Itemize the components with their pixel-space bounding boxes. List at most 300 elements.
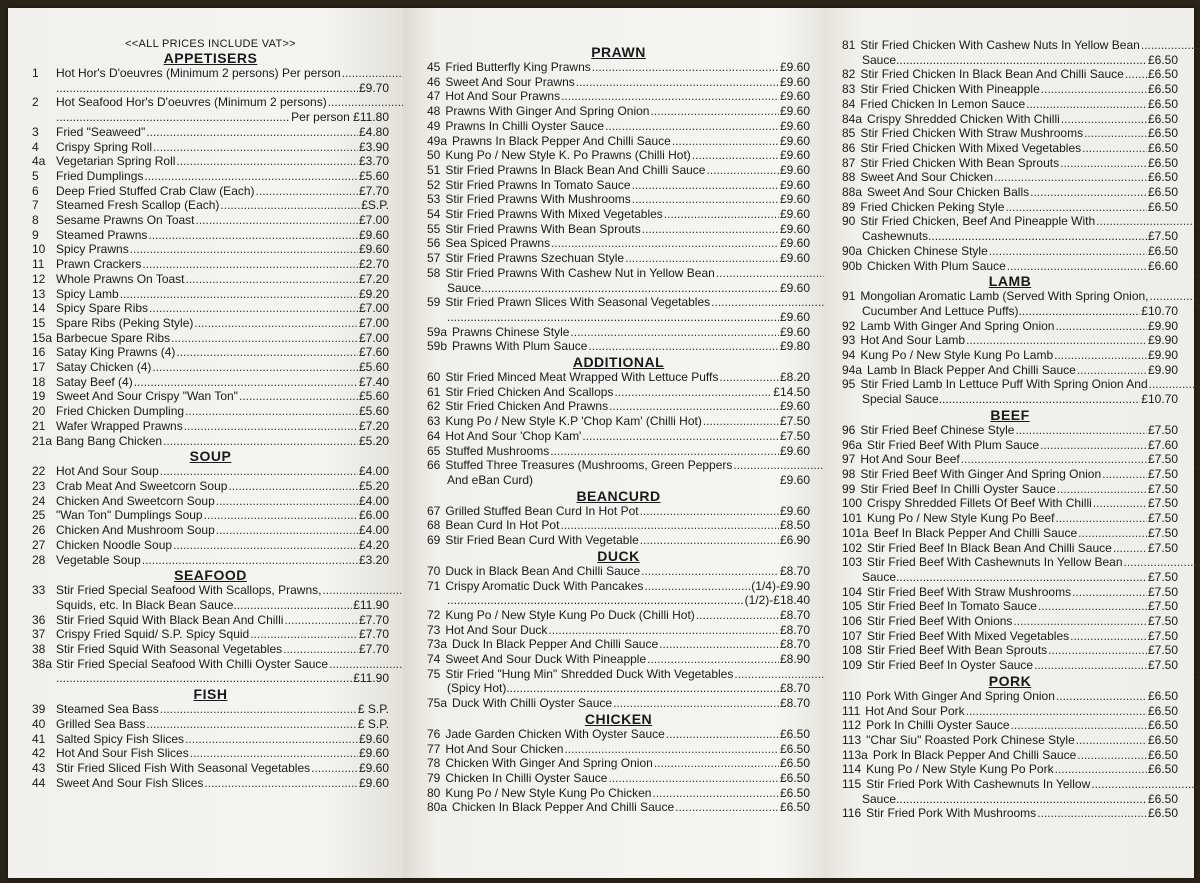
item-number: 24 — [32, 493, 46, 508]
menu-item — [842, 629, 1178, 644]
menu-item — [32, 389, 389, 404]
menu-item — [427, 727, 810, 742]
menu-item — [32, 184, 389, 199]
item-price: £3.90 — [358, 139, 389, 154]
item-name: Stir Fried Chicken With Bean Sprouts ..... — [860, 156, 1147, 171]
item-name: Sweet And Sour Chicken ..... — [860, 170, 1147, 185]
item-name: Jade Garden Chicken With Oyster Sauce ..... — [445, 727, 779, 742]
item-name: Wafer Wrapped Prawns ..... — [56, 419, 358, 434]
item-price: £9.70 — [358, 80, 389, 95]
item-name: Kung Po / New Style K. Po Prawns (Chilli Hot) ..... — [445, 148, 779, 163]
menu-item — [32, 257, 389, 272]
menu-item — [427, 163, 810, 178]
beef-list — [842, 423, 1178, 555]
menu-item — [842, 733, 1178, 748]
item-price: £6.50 — [1147, 155, 1178, 170]
item-number: 38a — [32, 656, 53, 671]
item-price: £6.50 — [779, 785, 810, 800]
item-name: Vegetable Soup ..... — [56, 553, 358, 568]
item-name: Stir Fried Chicken And Prawns ..... — [445, 399, 779, 414]
item-name: Vegetarian Spring Roll ..... — [56, 154, 358, 169]
item-price: £6.50 — [1147, 762, 1178, 777]
item-name: Crispy Shredded Chicken With Chilli ..... — [867, 112, 1147, 127]
item-name: Fried "Seaweed" ..... — [56, 125, 358, 140]
item-number: 53 — [427, 192, 441, 207]
section-heading-additional: ADDITIONAL — [572, 354, 665, 371]
item-name: Salted Spicy Fish Slices ..... — [56, 732, 358, 747]
menu-item — [427, 385, 810, 400]
item-number: 42 — [32, 746, 46, 761]
item-number: 44 — [32, 775, 46, 790]
menu-item — [32, 434, 389, 449]
item-number: 7 — [32, 198, 39, 213]
menu-item — [32, 404, 389, 419]
item-name: Kung Po / New Style K.P 'Chop Kam' (Chilli Hot) ..... — [445, 414, 779, 429]
item-price: £7.00 — [358, 315, 389, 330]
menu-item — [32, 242, 389, 257]
item-number: 50 — [427, 148, 441, 163]
item-name: Grilled Stuffed Bean Curd In Hot Pot ..... — [445, 504, 779, 519]
section-heading-chicken: CHICKEN — [584, 710, 653, 727]
menu-item — [427, 119, 810, 134]
item-number: 71 — [427, 578, 441, 593]
item-number: 106 — [842, 614, 863, 629]
item-price: £7.70 — [358, 627, 389, 642]
item-name: Stir Fried Beef Chinese Style ..... — [860, 423, 1147, 438]
item-price: £7.50 — [1147, 599, 1178, 614]
item-price: £10.70 — [1141, 392, 1178, 407]
menu-item-continuation — [32, 671, 389, 686]
item-price: £7.50 — [1147, 452, 1178, 467]
item-number: 2 — [32, 95, 39, 110]
menu-item — [32, 154, 389, 169]
section-heading-soup: SOUP — [189, 448, 232, 465]
item-price: £9.60 — [779, 443, 810, 458]
menu-item — [427, 786, 810, 801]
item-price: £9.60 — [358, 242, 389, 257]
item-number: 14 — [32, 301, 46, 316]
menu-item-continuation — [842, 392, 1178, 407]
item-number: 4a — [32, 154, 46, 169]
item-name: Stir Fried Chicken With Straw Mushrooms ..... — [860, 126, 1147, 141]
menu-item — [842, 377, 1178, 392]
menu-item — [427, 370, 810, 385]
item-price: £7.50 — [1147, 481, 1178, 496]
item-price: £6.50 — [779, 756, 810, 771]
item-price: £6.50 — [1147, 747, 1178, 762]
item-name: Stir Fried Chicken And Scallops ..... — [445, 385, 772, 400]
menu-item — [842, 806, 1178, 821]
menu-item — [842, 689, 1178, 704]
item-name: Deep Fried Stuffed Crab Claw (Each) ..... — [56, 184, 358, 199]
item-number: 12 — [32, 271, 46, 286]
item-number: 84 — [842, 96, 856, 111]
menu-item-continuation — [842, 792, 1178, 807]
menu-item-continuation — [427, 473, 810, 488]
item-name: Crispy Shredded Fillets Of Beef With Chilli ..... — [867, 496, 1147, 511]
item-number: 108 — [842, 643, 863, 658]
item-price: £7.50 — [779, 428, 810, 443]
item-price: £6.50 — [779, 770, 810, 785]
item-name-cont: Cashewnuts — [862, 229, 929, 244]
item-name: Stuffed Mushrooms ..... — [445, 444, 779, 459]
menu-item — [842, 141, 1178, 156]
item-number: 55 — [427, 221, 441, 236]
item-price: £8.20 — [779, 370, 810, 385]
menu-item — [842, 363, 1178, 378]
item-name: Stir Fried Lamb In Lettuce Puff With Spring Onion And ..... — [860, 377, 1200, 392]
item-name: Hot Seafood Hor's D'oeuvres (Minimum 2 persons) ..... — [56, 95, 854, 110]
item-price: £7.50 — [1147, 422, 1178, 437]
item-price: £4.80 — [358, 124, 389, 139]
section-heading-beancurd: BEANCURD — [576, 487, 661, 504]
item-price: £3.20 — [358, 552, 389, 567]
item-number: 91 — [842, 289, 856, 304]
menu-item-continuation — [32, 598, 389, 613]
item-price: £7.70 — [358, 642, 389, 657]
item-name: Lamb With Ginger And Spring Onion ..... — [860, 319, 1147, 334]
prawn-list-b — [427, 325, 810, 354]
item-name-cont: Cucumber And Lettuce Puffs) — [862, 303, 1019, 318]
item-name: Steamed Prawns ..... — [56, 228, 358, 243]
item-name: Stir Fried Beef With Mixed Vegetables ..... — [867, 629, 1147, 644]
menu-item — [427, 414, 810, 429]
menu-item — [32, 316, 389, 331]
pork-list — [842, 689, 1178, 777]
item-price: £7.50 — [1147, 643, 1178, 658]
item-number: 22 — [32, 464, 46, 479]
item-name: Hot And Sour Fish Slices ..... — [56, 746, 358, 761]
item-name: Stir Fried Beef With Bean Sprouts ..... — [867, 643, 1147, 658]
item-number: 54 — [427, 207, 441, 222]
item-name: Crab Meat And Sweetcorn Soup ..... — [56, 479, 358, 494]
item-number: 101 — [842, 511, 863, 526]
item-number: 26 — [32, 523, 46, 538]
item-number: 78 — [427, 756, 441, 771]
item-price: £9.60 — [779, 162, 810, 177]
item-number: 110 — [842, 688, 862, 703]
item-number: 65 — [427, 443, 441, 458]
section-heading-duck: DUCK — [597, 547, 640, 564]
item-price: £5.20 — [358, 478, 389, 493]
item-price: £9.60 — [779, 280, 810, 295]
item-name: Sweet And Sour Duck With Pineapple ..... — [445, 652, 779, 667]
item-name: Chicken In Chilli Oyster Sauce ..... — [445, 771, 779, 786]
item-name: Stir Fried Prawns With Mushrooms ..... — [445, 192, 779, 207]
menu-item-continuation — [842, 304, 1178, 319]
menu-item — [427, 295, 810, 310]
menu-item — [32, 627, 389, 642]
menu-item — [842, 585, 1178, 600]
section-heading-pork: PORK — [988, 672, 1032, 689]
item-name-cont: Sauce — [862, 52, 897, 67]
item-price: £9.60 — [779, 60, 810, 74]
item-price: £7.20 — [358, 271, 389, 286]
item-number: 82 — [842, 67, 856, 82]
menu-item — [32, 272, 389, 287]
item-number: 56 — [427, 236, 441, 251]
menu-item — [842, 438, 1178, 453]
item-price: £5.60 — [358, 389, 389, 404]
item-name: Hot And Sour Beef ..... — [860, 452, 1147, 467]
item-name: Hot Hor's D'oeuvres (Minimum 2 persons) Per person ..... — [56, 66, 868, 81]
item-price: £5.60 — [358, 360, 389, 375]
menu-item — [32, 66, 389, 81]
item-number: 6 — [32, 183, 39, 198]
item-number: 99 — [842, 481, 856, 496]
item-number: 39 — [32, 702, 46, 717]
menu-item — [842, 643, 1178, 658]
item-price: £6.50 — [1147, 140, 1178, 155]
menu-item — [32, 95, 389, 110]
menu-item-continuation — [32, 110, 389, 125]
item-number: 109 — [842, 658, 863, 673]
menu-item — [32, 345, 389, 360]
item-number: 77 — [427, 741, 441, 756]
item-name: Stir Fried Beef In Chilli Oyster Sauce ..... — [860, 482, 1147, 497]
item-price: £9.60 — [779, 236, 810, 251]
item-number: 49a — [427, 133, 448, 148]
item-price: £9.60 — [779, 148, 810, 163]
item-name: Stir Fried Squid With Black Bean And Chilli ..... — [56, 613, 358, 628]
item-name: Stir Fried Beef With Ginger And Spring Onion ..... — [860, 467, 1147, 482]
menu-item — [842, 200, 1178, 215]
item-price: £6.60 — [1147, 258, 1178, 273]
item-price: £9.60 — [779, 399, 810, 414]
item-number: 46 — [427, 74, 441, 89]
item-number: 19 — [32, 389, 46, 404]
beancurd-list — [427, 504, 810, 548]
item-price: £6.50 — [1147, 688, 1178, 703]
item-price: £9.90 — [1147, 348, 1178, 363]
item-name: Bang Bang Chicken ..... — [56, 434, 358, 449]
menu-item — [427, 564, 810, 579]
item-price: £6.50 — [1147, 243, 1178, 258]
menu-item — [32, 761, 389, 776]
item-name: Spicy Lamb ..... — [56, 287, 358, 302]
item-name: Crispy Aromatic Duck With Pancakes ..... — [445, 579, 750, 594]
menu-item — [842, 748, 1178, 763]
menu-item — [842, 112, 1178, 127]
item-number: 105 — [842, 599, 863, 614]
item-name: Kung Po / New Style Kung Po Lamb ..... — [860, 348, 1147, 363]
menu-panel-middle — [403, 8, 824, 878]
item-name: Stir Fried Beef With Plum Sauce ..... — [867, 438, 1147, 453]
item-price: £7.60 — [358, 345, 389, 360]
item-price: £14.50 — [773, 384, 810, 399]
menu-item — [842, 82, 1178, 97]
menu-item — [842, 38, 1178, 53]
item-name: Stir Fried "Hung Min" Shredded Duck With Vegetables ..... — [445, 667, 1200, 682]
menu-item — [427, 458, 810, 473]
menu-item — [427, 89, 810, 104]
item-price: £6.50 — [1147, 111, 1178, 126]
item-name: "Wan Ton" Dumplings Soup ..... — [56, 508, 358, 523]
item-number: 60 — [427, 370, 441, 385]
item-name: Hot And Sour Pork ..... — [865, 704, 1147, 719]
item-name: Prawns In Chilli Oyster Sauce ..... — [445, 119, 779, 134]
menu-item-continuation — [842, 53, 1178, 68]
item-number: 95 — [842, 377, 856, 392]
menu-item — [842, 97, 1178, 112]
menu-item — [842, 319, 1178, 334]
menu-item-continuation — [427, 681, 810, 696]
item-name: Stir Fried Special Seafood With Scallops, Prawns, ..... — [56, 583, 849, 598]
item-price: £3.70 — [358, 154, 389, 169]
item-price: £7.50 — [1147, 229, 1178, 244]
item-price: £9.60 — [779, 324, 810, 339]
item-number: 25 — [32, 508, 46, 523]
item-name: Kung Po / New Style Kung Po Chicken ..... — [445, 786, 779, 801]
menu-item — [842, 482, 1178, 497]
item-price: £8.70 — [779, 622, 810, 637]
item-price: (1/2)-£18.40 — [744, 593, 810, 608]
menu-item — [427, 579, 810, 594]
menu-item — [32, 613, 389, 628]
fish-list — [32, 702, 389, 790]
item-price: £7.60 — [1147, 437, 1178, 452]
item-price: £7.00 — [358, 301, 389, 316]
item-name: Prawns With Plum Sauce ..... — [452, 339, 779, 354]
item-name: Crispy Fried Squid/ S.P. Spicy Squid ..... — [56, 627, 358, 642]
menu-item — [32, 419, 389, 434]
menu-item — [842, 555, 1178, 570]
item-price: £9.60 — [358, 746, 389, 761]
item-number: 61 — [427, 384, 441, 399]
menu-item — [32, 523, 389, 538]
section-heading-appetisers: APPETISERS — [163, 50, 258, 66]
menu-item-continuation — [32, 81, 389, 96]
item-name: Hot And Sour Chicken ..... — [445, 742, 779, 757]
item-price: £6.50 — [1147, 170, 1178, 185]
menu-item — [32, 360, 389, 375]
item-name: Sweet And Sour Chicken Balls ..... — [867, 185, 1147, 200]
item-price: £6.50 — [1147, 718, 1178, 733]
item-name: Stir Fried Sliced Fish With Seasonal Vegetables ..... — [56, 761, 358, 776]
item-number: 72 — [427, 607, 441, 622]
item-price: £9.60 — [779, 177, 810, 192]
item-name: Stir Fried Beef With Cashewnuts In Yellow Bean ..... — [867, 555, 1200, 570]
menu-item — [842, 259, 1178, 274]
duck-list — [427, 608, 810, 667]
menu-item — [427, 429, 810, 444]
item-name: Sea Spiced Prawns ..... — [445, 236, 779, 251]
item-name-cont: Sauce — [862, 569, 897, 584]
item-name: Stir Fried Chicken With Mixed Vegetables ..... — [860, 141, 1147, 156]
item-price: £6.50 — [1147, 52, 1178, 67]
item-name: Hot And Sour Lamb ..... — [860, 333, 1147, 348]
item-price: £6.50 — [1147, 96, 1178, 111]
item-price: £6.50 — [1147, 126, 1178, 141]
menu-item — [842, 126, 1178, 141]
item-price: £4.00 — [358, 523, 389, 538]
additional-list — [427, 370, 810, 458]
item-number: 17 — [32, 360, 46, 375]
soup-list — [32, 464, 389, 567]
item-price: £9.60 — [779, 133, 810, 148]
item-price: £6.50 — [1147, 185, 1178, 200]
menu-item — [427, 667, 810, 682]
item-number: 23 — [32, 478, 46, 493]
menu-item — [842, 511, 1178, 526]
item-price: (1/4)-£9.90 — [751, 578, 810, 593]
item-name: Sesame Prawns On Toast ..... — [56, 213, 358, 228]
item-name-cont: (Spicy Hot) — [447, 681, 507, 696]
section-heading-fish: FISH — [193, 686, 228, 703]
item-price: £6.50 — [779, 800, 810, 815]
item-price: £9.90 — [1147, 318, 1178, 333]
item-number: 116 — [842, 806, 862, 821]
item-price: £ S.P. — [357, 702, 389, 717]
item-number: 15 — [32, 315, 46, 330]
item-price: £6.00 — [358, 508, 389, 523]
section-heading-beef: BEEF — [990, 406, 1030, 423]
item-number: 87 — [842, 155, 856, 170]
section-heading-lamb: LAMB — [988, 273, 1032, 290]
item-price: Per person £11.80 — [291, 110, 389, 125]
menu-item — [32, 642, 389, 657]
item-name: Bean Curd In Hot Pot ..... — [445, 518, 779, 533]
item-name: Stir Fried Prawns In Tomato Sauce ..... — [445, 178, 779, 193]
menu-item — [842, 496, 1178, 511]
item-number: 57 — [427, 251, 441, 266]
item-number: 115 — [842, 777, 862, 792]
item-name: Sweet And Sour Fish Slices ..... — [56, 776, 358, 791]
item-number: 111 — [842, 703, 861, 718]
item-name: Sweet And Sour Prawns ..... — [445, 75, 779, 90]
menu-item-continuation — [842, 229, 1178, 244]
item-name: Prawn Crackers ..... — [56, 257, 358, 272]
item-price: £5.60 — [358, 404, 389, 419]
item-number: 104 — [842, 584, 863, 599]
item-name: Stir Fried Prawns With Bean Sprouts ..... — [445, 222, 779, 237]
item-name: Prawns Chinese Style ..... — [452, 325, 779, 340]
item-name: Prawns With Ginger And Spring Onion ..... — [445, 104, 779, 119]
item-number: 100 — [842, 496, 863, 511]
menu-item — [32, 508, 389, 523]
item-number: 89 — [842, 199, 856, 214]
seafood-list — [32, 613, 389, 657]
item-price: £9.60 — [779, 104, 810, 119]
menu-item — [32, 538, 389, 553]
item-number: 40 — [32, 716, 46, 731]
item-number: 28 — [32, 552, 46, 567]
menu-item — [32, 301, 389, 316]
item-name: Steamed Fresh Scallop (Each) ..... — [56, 198, 360, 213]
item-number: 27 — [32, 537, 46, 552]
item-name: Beef In Black Pepper And Chilli Sauce ..... — [874, 526, 1147, 541]
item-price: £S.P. — [361, 198, 389, 213]
item-name: Stir Fried Beef In Oyster Sauce ..... — [867, 658, 1147, 673]
item-number: 94a — [842, 362, 863, 377]
menu-item — [427, 104, 810, 119]
item-number: 88 — [842, 170, 856, 185]
menu-item-continuation — [427, 281, 810, 296]
item-name: Hot And Sour 'Chop Kam' ..... — [445, 429, 779, 444]
menu-item — [842, 67, 1178, 82]
item-name: Fried Chicken Peking Style ..... — [860, 200, 1147, 215]
item-number: 80a — [427, 800, 448, 815]
menu-item — [842, 718, 1178, 733]
menu-item — [842, 214, 1178, 229]
item-price: £7.50 — [1147, 569, 1178, 584]
item-number: 103 — [842, 555, 863, 570]
item-number: 81 — [842, 38, 856, 52]
menu-item — [427, 236, 810, 251]
beef-list-b — [842, 585, 1178, 673]
menu-item — [842, 777, 1178, 792]
item-price: £7.50 — [1147, 525, 1178, 540]
